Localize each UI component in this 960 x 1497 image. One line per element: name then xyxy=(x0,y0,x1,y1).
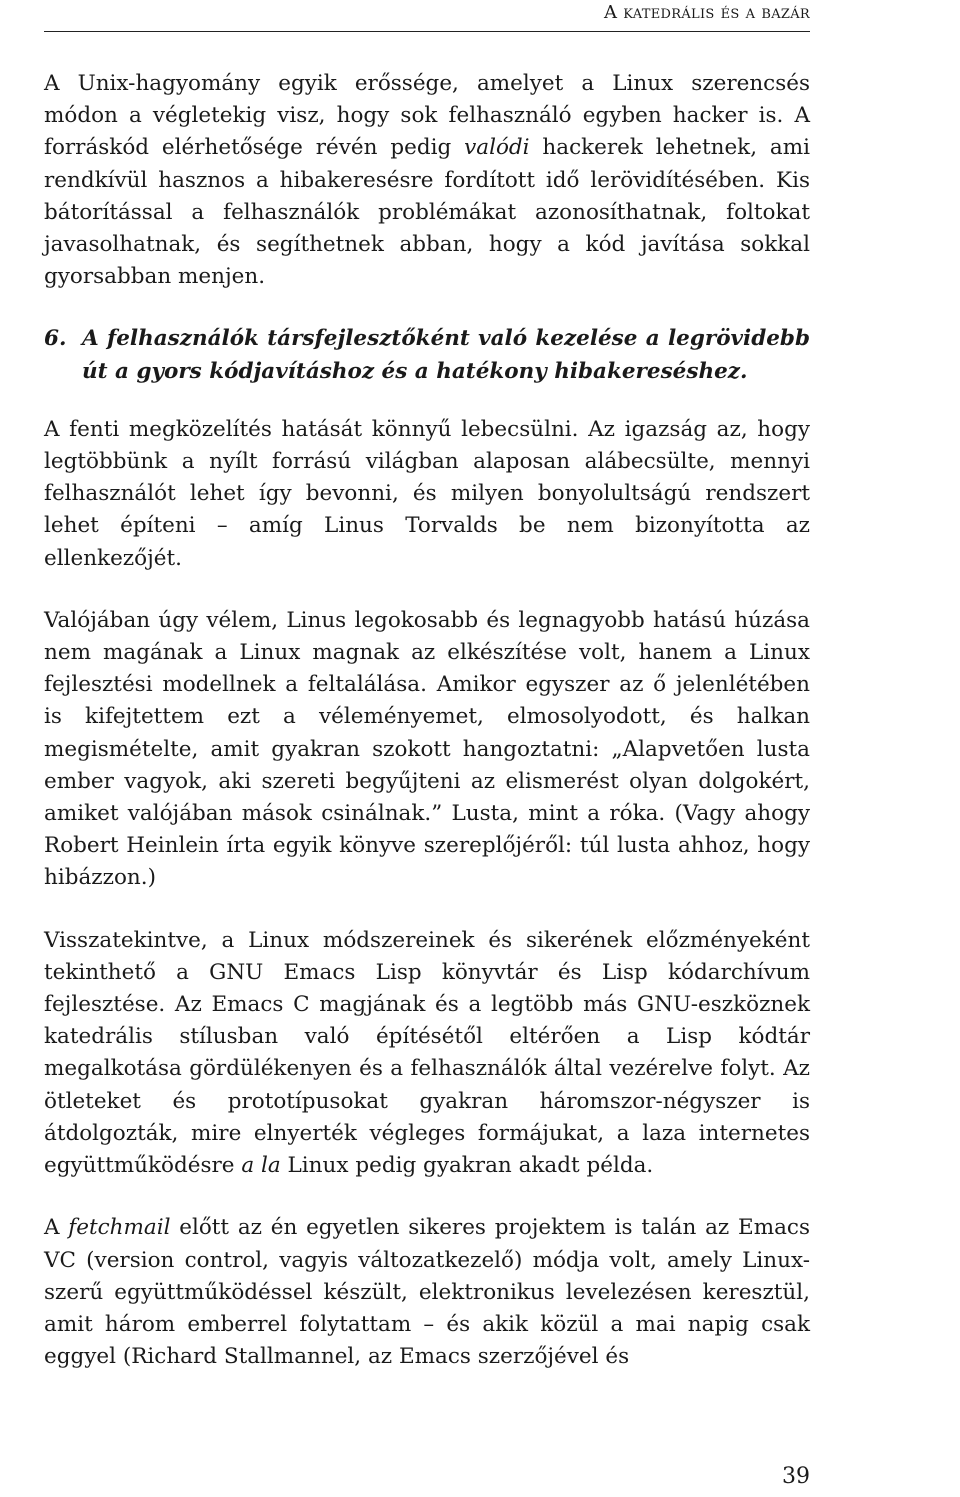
body-text xyxy=(44,68,810,1403)
emphasis-a-la: a la xyxy=(241,1153,281,1179)
paragraph-4 xyxy=(44,925,810,1183)
paragraph-5-text: előtt az én egyetlen sikeres projektem is talán az Emacs VC (version control, vagyis változatkezelő) módja volt, amely Linux-szerű együttműködéssel készült, elektronikus levelezésen keresztül, amit három emberrel folytattam – és akik közül a mai napig csak eggyel (Richard Stallmannel, az Emacs szerzőjével és xyxy=(44,1215,810,1370)
running-title: A katedrális és a bazár xyxy=(603,2,810,23)
paragraph-4-text: Visszatekintve, a Linux módszereinek és sikerének előzményeként tekinthető a GNU Emacs Lisp könyvtár és Lisp kódarchívum fejlesztése. Az Emacs C magjának és a legtöbb más GNU-eszköznek katedrális stílusban való építésétől eltérően a Lisp kódtár megalkotása gördülékenyen és a felhasználók által vezérelve folyt. Az ötleteket és prototípusokat gyakran háromszor-négyszer is átdolgozták, mire elnyerték végleges formájukat, a laza internetes együttműködésre xyxy=(44,927,810,1179)
paragraph-5-lead: A xyxy=(44,1215,69,1241)
emphasis-valodi: valódi xyxy=(464,135,530,161)
heading-text: A felhasználók társfejlesztőként való kezelése a legrövidebb út a gyors kódjavításhoz és a hatékony hibakereséshez. xyxy=(82,326,810,384)
heading-number: 6. xyxy=(44,326,67,352)
paragraph-1-tail: hackerek lehetnek, ami rendkívül hasznos a hibakeresésre fordított idő lerövidítésében. Kis bátorítással a felhasználók problémákat azonosíthatnak, foltokat javasolhatnak, és segíthetnek abban, hogy a kód javítása sokkal gyorsabban menjen. xyxy=(44,135,810,290)
paragraph-5 xyxy=(44,1212,810,1373)
paragraph-2: A fenti megközelítés hatását könnyű lebecsülni. Az igazság az, hogy legtöbbünk a nyílt forrású világban alaposan alábecsülte, mennyi felhasználót lehet így bevonni, és milyen bonyolultságú rendszert lehet építeni – amíg Linus Torvalds be nem bizonyította az ellenkezőjét. xyxy=(44,416,810,571)
paragraph-1-text: A Unix-hagyomány egyik erőssége, amelyet a Linux szerencsés módon a végletekig visz, hogy sok felhasználó egyben hacker is. A forráskód elérhetősége révén pedig xyxy=(44,71,810,161)
paragraph-4-tail: Linux pedig gyakran akadt példa. xyxy=(280,1153,654,1179)
paragraph-3: Valójában úgy vélem, Linus legokosabb és legnagyobb hatású húzása nem magának a Linux magnak az elkészítése volt, hanem a Linux fejlesztési modellnek a feltalálása. Amikor egyszer az ő jelenlétében is kifejtettem ezt a véleményemet, elmosolyodott, és halkan megismételte, amit gyakran szokott hangoztatni: „Alapvetően lusta ember vagyok, aki szereti begyűjteni az elismerést olyan dolgokért, amiket valójában mások csinálnak.” Lusta, mint a róka. (Vagy ahogy Robert Heinlein írta egyik könyve szereplőjéről: túl lusta ahhoz, hogy hibázzon.) xyxy=(44,607,810,891)
emphasis-fetchmail: fetchmail xyxy=(68,1215,171,1241)
paragraph-1 xyxy=(44,68,810,293)
page-number: 39 xyxy=(782,1464,810,1489)
section-heading xyxy=(44,323,810,387)
header-rule xyxy=(44,31,810,32)
